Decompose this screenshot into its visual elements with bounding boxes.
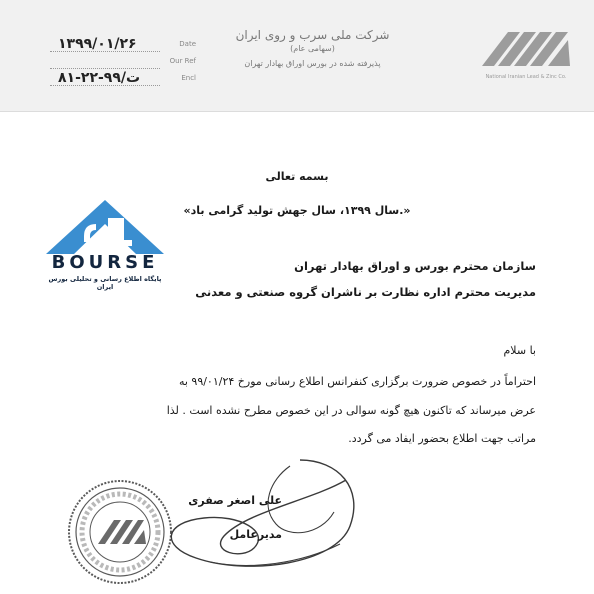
body-line-1: احتراماً در خصوص ضرورت برگزاری کنفرانس اطلاع رسانی مورخ ۹۹/۰۱/۲۴ به	[178, 375, 536, 388]
reference-encl-label: Encl	[181, 74, 196, 82]
reference-encl-line	[50, 85, 160, 86]
company-logo	[478, 26, 574, 80]
company-info	[220, 28, 405, 68]
reference-our-ref-row	[28, 53, 198, 70]
reference-date-line	[50, 51, 160, 52]
reference-date-value: ۱۳۹۹/۰۱/۲۶	[58, 36, 137, 52]
addressee-line-2: مدیریت محترم اداره نظارت بر ناشران گروه صنعتی و معدنی	[195, 285, 536, 299]
reference-date-label: Date	[179, 40, 196, 48]
company-logo-caption: National Iranian Lead & Zinc Co.	[485, 74, 567, 80]
reference-date-row	[28, 36, 198, 53]
letterhead-divider	[0, 111, 594, 112]
company-type: (سهامی عام)	[290, 44, 335, 53]
reference-encl-value: ۸۱-۲۲-۹۹/ت	[58, 70, 141, 86]
listing-note: پذیرفته شده در بورس اوراق بهادار تهران	[244, 59, 381, 68]
signer-title: مدیرعامل	[229, 528, 282, 541]
addressee-line-1: سازمان محترم بورس و اوراق بهادار تهران	[294, 259, 536, 273]
salutation: با سلام	[503, 344, 536, 357]
reference-our-ref-label: Our Ref	[169, 57, 196, 65]
basmala: بسمه تعالی	[265, 170, 329, 183]
body-line-3: مراتب جهت اطلاع بحضور ایفاد می گردد.	[348, 432, 536, 445]
bourse-logo-icon	[40, 198, 170, 256]
company-name: شرکت ملی سرب و روی ایران	[235, 28, 390, 42]
bourse-slogan: پایگاه اطلاع رسانی و تحلیلی بورس ایران	[48, 275, 162, 291]
reference-encl-row	[28, 70, 198, 87]
year-motto: «سال ۱۳۹۹، سال جهش تولید گرامی باد.»	[183, 204, 411, 217]
company-logo-icon	[478, 26, 574, 70]
bourse-watermark	[40, 198, 170, 294]
body-line-2: عرض میرساند که تاکنون هیچ گونه سوالی در این خصوص مطرح نشده است . لذا	[166, 404, 536, 417]
reference-block	[28, 36, 198, 87]
signer-name: علی اصغر صفری	[188, 494, 282, 507]
bourse-brand: BOURSE	[51, 252, 159, 273]
handwritten-signature	[150, 440, 380, 580]
letterhead	[0, 0, 594, 112]
reference-our-ref-line	[50, 68, 160, 69]
